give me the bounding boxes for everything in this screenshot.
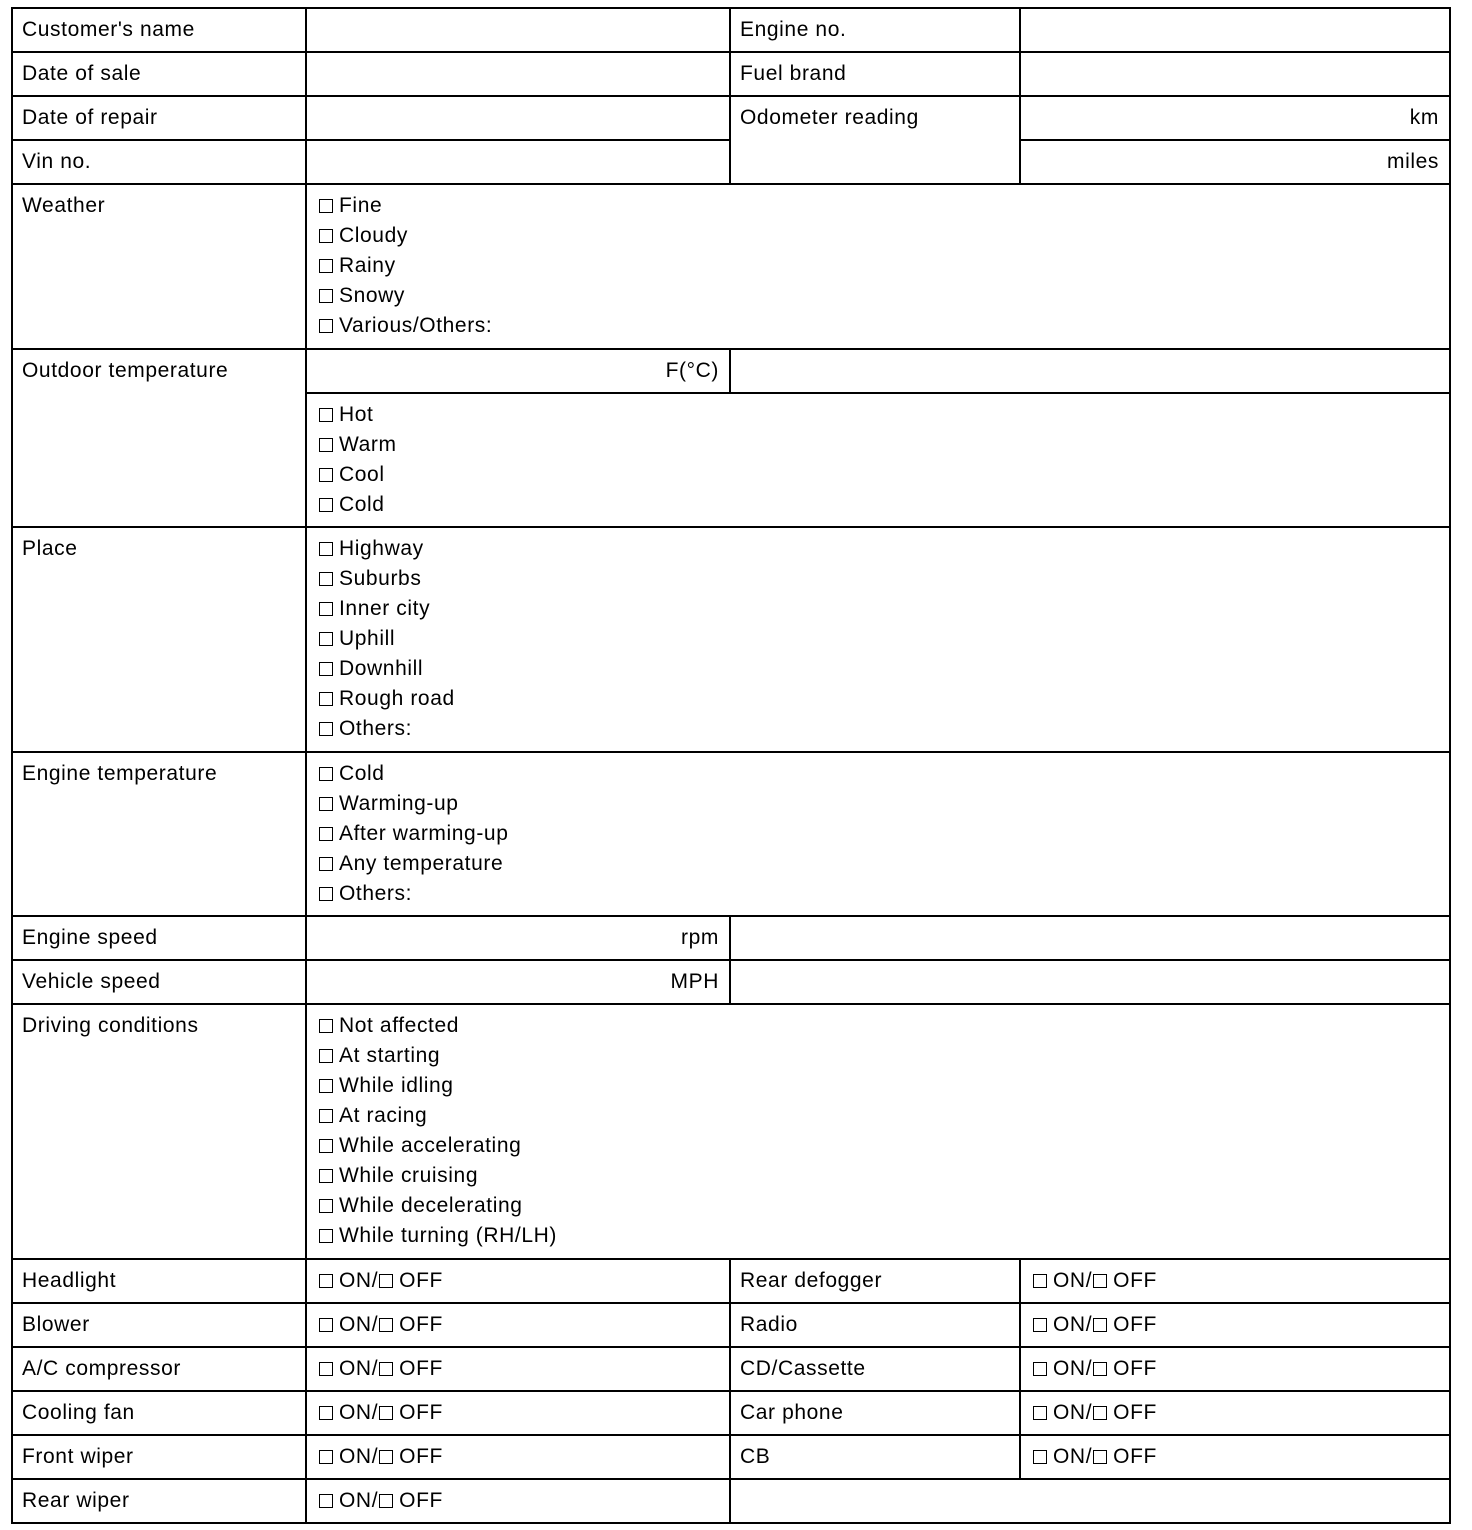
outdoor-temperature-label: Outdoor temperature [12,349,306,527]
place-option[interactable]: Suburbs [319,564,1449,594]
checkbox[interactable] [319,498,333,512]
fuel-brand-label: Fuel brand [730,52,1020,96]
diagnostic-worksheet [11,7,1451,1524]
checkbox[interactable] [319,289,333,303]
driving-condition-option[interactable]: At racing [319,1101,1449,1131]
outdoor-temp-option[interactable]: Warm [319,430,1449,460]
weather-options [306,184,1450,349]
odometer-label: Odometer reading [730,96,1020,184]
off-checkbox[interactable] [379,1406,393,1420]
checkbox[interactable] [319,1019,333,1033]
weather-label: Weather [12,184,306,349]
checkbox[interactable] [319,767,333,781]
checkbox[interactable] [319,887,333,901]
engine-speed-label: Engine speed [12,916,306,960]
switch-label-headlight: Headlight [12,1259,306,1303]
on-checkbox[interactable] [1033,1450,1047,1464]
date-of-sale-label: Date of sale [12,52,306,96]
odometer-miles-field[interactable] [1020,140,1450,184]
rear-defogger-on-off: ON/ OFF [1020,1259,1450,1303]
vehicle-speed-label: Vehicle speed [12,960,306,1004]
switch-label-front-wiper: Front wiper [12,1435,306,1479]
on-checkbox[interactable] [319,1450,333,1464]
vin-label: Vin no. [12,140,306,184]
switch-label-ac-compressor: A/C compressor [12,1347,306,1391]
checkbox[interactable] [319,229,333,243]
checkbox[interactable] [319,827,333,841]
on-checkbox[interactable] [319,1406,333,1420]
cooling-fan-on-off: ON/ OFF [306,1391,730,1435]
outdoor-temperature-field[interactable] [306,349,730,393]
engine-no-label: Engine no. [730,8,1020,52]
off-checkbox[interactable] [1093,1406,1107,1420]
switch-label-rear-wiper: Rear wiper [12,1479,306,1523]
off-checkbox[interactable] [379,1494,393,1508]
date-of-sale-field[interactable] [306,52,730,96]
odometer-km-field[interactable] [1020,96,1450,140]
driving-condition-option[interactable]: At starting [319,1041,1449,1071]
outdoor-temperature-unit: F(°C) [665,359,719,382]
date-of-repair-field[interactable] [306,96,730,140]
engine-speed-notes[interactable] [730,916,1450,960]
engine-temp-option[interactable]: Cold [319,759,1449,789]
checkbox[interactable] [319,259,333,273]
checkbox[interactable] [319,722,333,736]
customer-name-label: Customer's name [12,8,306,52]
front-wiper-on-off: ON/ OFF [306,1435,730,1479]
driving-condition-option[interactable]: While turning (RH/LH) [319,1221,1449,1251]
engine-speed-field[interactable] [306,916,730,960]
checkbox[interactable] [319,438,333,452]
checkbox[interactable] [319,572,333,586]
cd-cassette-on-off: ON/ OFF [1020,1347,1450,1391]
radio-on-off: ON/ OFF [1020,1303,1450,1347]
engine-temperature-options [306,752,1450,916]
place-option[interactable]: Inner city [319,594,1449,624]
outdoor-temp-option[interactable]: Cool [319,460,1449,490]
driving-condition-option[interactable]: Not affected [319,1011,1449,1041]
switch-label-cd-cassette: CD/Cassette [730,1347,1020,1391]
engine-temp-option[interactable]: Others: [319,879,1449,909]
date-of-repair-label: Date of repair [12,96,306,140]
switch-label-blower: Blower [12,1303,306,1347]
on-checkbox[interactable] [319,1362,333,1376]
off-checkbox[interactable] [1093,1362,1107,1376]
empty-cell [730,1479,1450,1523]
checkbox[interactable] [319,1229,333,1243]
driving-condition-option[interactable]: While cruising [319,1161,1449,1191]
outdoor-temperature-notes[interactable] [730,349,1450,393]
blower-on-off: ON/ OFF [306,1303,730,1347]
checkbox[interactable] [319,662,333,676]
customer-name-field[interactable] [306,8,730,52]
cb-on-off: ON/ OFF [1020,1435,1450,1479]
switch-label-rear-defogger: Rear defogger [730,1259,1020,1303]
weather-option[interactable]: Cloudy [319,221,1449,251]
checkbox[interactable] [319,602,333,616]
weather-option[interactable]: Rainy [319,251,1449,281]
on-checkbox[interactable] [319,1494,333,1508]
checkbox[interactable] [319,542,333,556]
engine-temp-option[interactable]: Any temperature [319,849,1449,879]
place-label: Place [12,527,306,752]
ac-compressor-on-off: ON/ OFF [306,1347,730,1391]
switch-label-cb: CB [730,1435,1020,1479]
vehicle-speed-unit: MPH [670,970,719,993]
checkbox[interactable] [319,468,333,482]
checkbox[interactable] [319,632,333,646]
place-option[interactable]: Downhill [319,654,1449,684]
switch-label-car-phone: Car phone [730,1391,1020,1435]
engine-speed-unit: rpm [681,926,719,949]
checkbox[interactable] [319,199,333,213]
checkbox[interactable] [319,1169,333,1183]
place-option[interactable]: Others: [319,714,1449,744]
engine-temp-option[interactable]: Warming-up [319,789,1449,819]
driving-condition-option[interactable]: While decelerating [319,1191,1449,1221]
outdoor-temp-option[interactable]: Cold [319,490,1449,520]
checkbox[interactable] [319,1109,333,1123]
checkbox[interactable] [319,1079,333,1093]
place-options [306,527,1450,752]
place-option[interactable]: Highway [319,534,1449,564]
off-checkbox[interactable] [379,1362,393,1376]
place-option[interactable]: Uphill [319,624,1449,654]
off-checkbox[interactable] [379,1274,393,1288]
headlight-on-off: ON/ OFF [306,1259,730,1303]
vehicle-speed-notes[interactable] [730,960,1450,1004]
driving-conditions-label: Driving conditions [12,1004,306,1259]
driving-condition-option[interactable]: While accelerating [319,1131,1449,1161]
switch-label-cooling-fan: Cooling fan [12,1391,306,1435]
vin-field[interactable] [306,140,730,184]
checkbox[interactable] [319,797,333,811]
outdoor-temp-option[interactable]: Hot [319,400,1449,430]
rear-wiper-on-off: ON/ OFF [306,1479,730,1523]
checkbox[interactable] [319,692,333,706]
driving-conditions-options [306,1004,1450,1259]
engine-temperature-label: Engine temperature [12,752,306,916]
on-checkbox[interactable] [1033,1274,1047,1288]
off-checkbox[interactable] [379,1450,393,1464]
checkbox[interactable] [319,857,333,871]
weather-option[interactable]: Various/Others: [319,311,1449,341]
on-checkbox[interactable] [1033,1318,1047,1332]
on-checkbox[interactable] [319,1318,333,1332]
vehicle-speed-field[interactable] [306,960,730,1004]
switch-label-radio: Radio [730,1303,1020,1347]
driving-condition-option[interactable]: While idling [319,1071,1449,1101]
weather-option[interactable]: Fine [319,191,1449,221]
fuel-brand-field[interactable] [1020,52,1450,96]
place-option[interactable]: Rough road [319,684,1449,714]
off-checkbox[interactable] [1093,1274,1107,1288]
on-checkbox[interactable] [319,1274,333,1288]
off-checkbox[interactable] [379,1318,393,1332]
checkbox[interactable] [319,408,333,422]
engine-no-field[interactable] [1020,8,1450,52]
odometer-km-unit: km [1409,106,1439,129]
outdoor-temperature-options [306,393,1450,527]
on-checkbox[interactable] [1033,1362,1047,1376]
weather-option[interactable]: Snowy [319,281,1449,311]
odometer-miles-unit: miles [1386,150,1439,173]
checkbox[interactable] [319,319,333,333]
engine-temp-option[interactable]: After warming-up [319,819,1449,849]
checkbox[interactable] [319,1049,333,1063]
off-checkbox[interactable] [1093,1450,1107,1464]
checkbox[interactable] [319,1139,333,1153]
car-phone-on-off: ON/ OFF [1020,1391,1450,1435]
checkbox[interactable] [319,1199,333,1213]
off-checkbox[interactable] [1093,1318,1107,1332]
on-checkbox[interactable] [1033,1406,1047,1420]
